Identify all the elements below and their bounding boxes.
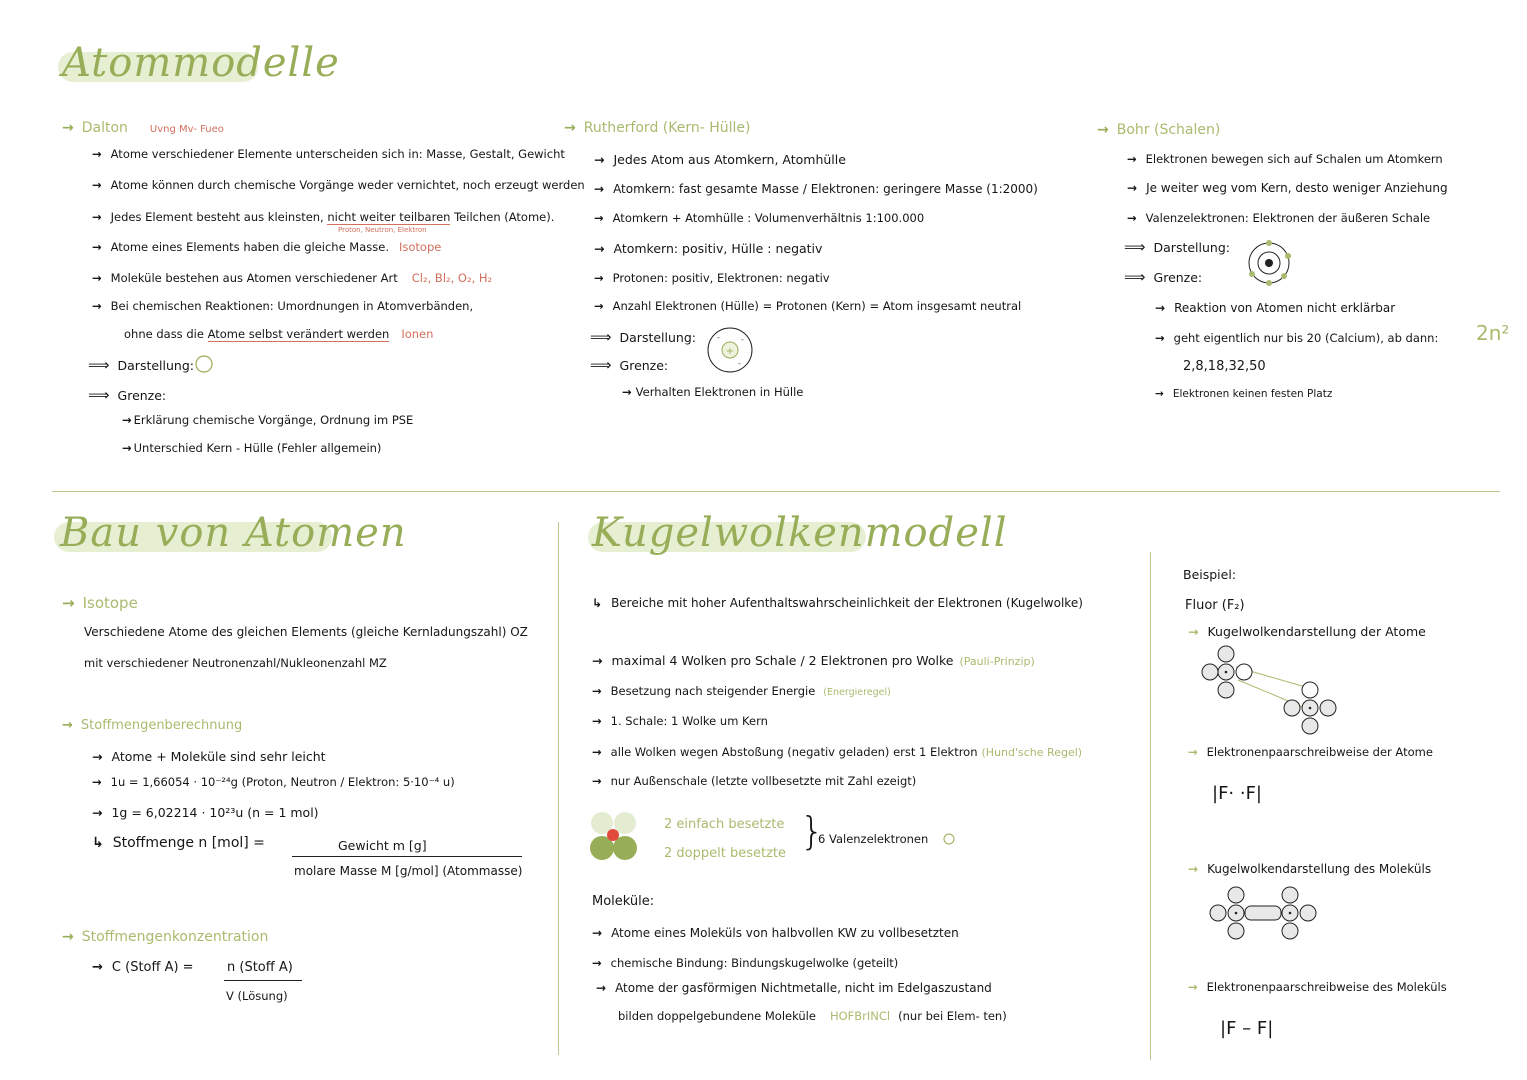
molekuele-line-3: → Atome der gasförmigen Nichtmetalle, nicht im Edelgaszustand [596, 981, 992, 995]
svg-text:-: - [741, 335, 744, 344]
dalton-line-7: ohne dass die Atome selbst verändert werden Ionen [124, 327, 434, 341]
rutherford-line-4: → Atomkern: positiv, Hülle : negativ [594, 241, 823, 256]
beispiel-line-2: → Elektronenpaarschreibweise der Atome [1188, 745, 1433, 759]
dalton-darstellung: ⟹ Darstellung: [88, 356, 194, 374]
column-divider-left [558, 522, 559, 1055]
isotope-line-1: Verschiedene Atome des gleichen Elements (gleiche Kernladungszahl) OZ [84, 625, 528, 639]
bohr-heading: → Bohr (Schalen) [1097, 122, 1221, 138]
dalton-line-6: → Bei chemischen Reaktionen: Umordnungen in Atomverbänden, [92, 299, 474, 313]
kugel-line-3: → 1. Schale: 1 Wolke um Kern [592, 714, 768, 728]
molekuele-heading: Moleküle: [592, 894, 655, 909]
beispiel-line-4: → Elektronenpaarschreibweise des Moleküls [1188, 980, 1447, 994]
title-atommodelle: Atommodelle [62, 40, 340, 86]
dalton-model-icon [194, 354, 214, 374]
konzentration-numerator: n (Stoff A) [227, 960, 293, 975]
stoffmenge-fraction-bar [292, 856, 522, 857]
svg-text:-: - [717, 333, 720, 342]
dalton-grenze-2: → Unterschied Kern - Hülle (Fehler allgemein) [122, 441, 382, 455]
beispiel-line-3: → Kugelwolkendarstellung des Moleküls [1188, 862, 1432, 876]
rutherford-line-2: → Atomkern: fast gesamte Masse / Elektronen: geringere Masse (1:2000) [594, 182, 1038, 196]
brace-icon: } [800, 809, 825, 853]
bohr-model-icon [1244, 238, 1294, 288]
beispiel-heading: Beispiel: [1183, 567, 1237, 582]
dalton-line-2: → Atome können durch chemische Vorgänge weder vernichtet, noch erzeugt werden [92, 178, 585, 192]
isotope-heading: → Isotope [62, 594, 138, 612]
dalton-line-3: → Jedes Element besteht aus kleinsten, nicht weiter teilbaren Teilchen (Atome). [92, 210, 555, 224]
konzentration-formula-label: → C (Stoff A) = [92, 960, 194, 975]
bohr-darstellung: ⟹ Darstellung: [1124, 238, 1230, 256]
molekuele-line-1: → Atome eines Moleküls von halbvollen KW zu vollbesetzten [592, 926, 959, 940]
stoffmenge-formula-denominator: molare Masse M [g/mol] (Atommasse) [294, 864, 523, 878]
elektronen-doppelt: 2 doppelt besetzte [664, 846, 786, 861]
kugel-line-2: → Besetzung nach steigender Energie (Energieregel) [592, 684, 891, 698]
stoffmenge-formula-label: ↳ Stoffmenge n [mol] = [92, 835, 265, 851]
kugel-intro: ↳ Bereiche mit hoher Aufenthaltswahrscheinlichkeit der Elektronen (Kugelwolke) [592, 596, 1083, 610]
molekuele-line-4: bilden doppelgebundene Moleküle HOFBrINCl (nur bei Elem- ten) [618, 1009, 1007, 1023]
rutherford-line-3: → Atomkern + Atomhülle : Volumenverhältnis 1:100.000 [594, 211, 925, 225]
bohr-grenze: ⟹ Grenze: [1124, 268, 1203, 286]
bohr-line-3: → Valenzelektronen: Elektronen der äußeren Schale [1127, 211, 1431, 225]
rutherford-darstellung: ⟹ Darstellung: [590, 328, 696, 346]
kugel-line-5: → nur Außenschale (letzte vollbesetzte mit Zahl ezeigt) [592, 774, 917, 788]
dalton-heading: → Dalton Uvng Mv- Fueo [62, 120, 224, 136]
bohr-grenze-2: → geht eigentlich nur bis 20 (Calcium), ab dann: [1155, 331, 1439, 345]
fluor-molecule-lewis-formula: |F – F| [1220, 1018, 1274, 1039]
fluor-molecule-kugelwolke-icon [1206, 882, 1318, 944]
stoffmenge-line-2: → 1u = 1,66054 · 10⁻²⁴g (Proton, Neutron / Elektron: 5·10⁻⁴ u) [92, 775, 455, 789]
fluor-atoms-lewis-formula: |F· ·F| [1212, 783, 1263, 804]
isotope-line-2: mit verschiedener Neutronenzahl/Nukleonenzahl MZ [84, 656, 387, 670]
valenzelektronen-count: 6 Valenzelektronen [818, 832, 929, 846]
stoffmenge-line-1: → Atome + Moleküle sind sehr leicht [92, 749, 326, 764]
konzentration-denominator: V (Lösung) [226, 989, 288, 1003]
bohr-grenze-3: 2,8,18,32,50 [1183, 359, 1266, 374]
rutherford-line-1: → Jedes Atom aus Atomkern, Atomhülle [594, 152, 846, 167]
elektronen-einfach: 2 einfach besetzte [664, 817, 785, 832]
bohr-grenze-4: → Elektronen keinen festen Platz [1155, 388, 1333, 400]
rutherford-line-5: → Protonen: positiv, Elektronen: negativ [594, 271, 830, 285]
dalton-grenze-1: → Erklärung chemische Vorgänge, Ordnung im PSE [122, 413, 414, 427]
rutherford-heading: → Rutherford (Kern- Hülle) [564, 120, 751, 136]
rutherford-grenze: ⟹ Grenze: [590, 356, 669, 374]
rutherford-line-6: → Anzahl Elektronen (Hülle) = Protonen (Kern) = Atom insgesamt neutral [594, 299, 1022, 313]
section-divider-horizontal [52, 491, 1500, 492]
beispiel-fluor: Fluor (F₂) [1185, 598, 1245, 613]
stoffmenge-heading: → Stoffmengenberechnung [62, 718, 243, 733]
bohr-grenze-1: → Reaktion von Atomen nicht erklärbar [1155, 301, 1396, 315]
stoffmenge-line-3: → 1g = 6,02214 · 10²³u (n = 1 mol) [92, 805, 319, 820]
beispiel-line-1: → Kugelwolkendarstellung der Atome [1188, 624, 1426, 639]
kugelwolke-diagram-icon [586, 806, 642, 864]
bohr-line-1: → Elektronen bewegen sich auf Schalen um Atomkern [1127, 152, 1443, 166]
dalton-grenze: ⟹ Grenze: [88, 386, 167, 404]
dalton-line-3-note: Proton, Neutron, Elektron [338, 226, 427, 234]
rutherford-model-icon [704, 326, 756, 374]
kugel-line-4: → alle Wolken wegen Abstoßung (negativ geladen) erst 1 Elektron (Hund'sche Regel) [592, 745, 1083, 759]
stoffmenge-formula-numerator: Gewicht m [g] [338, 838, 427, 853]
bohr-formula-2n2: 2n² [1476, 321, 1510, 345]
bohr-line-2: → Je weiter weg vom Kern, desto weniger Anziehung [1127, 181, 1448, 195]
fluor-atoms-kugelwolke-icon [1198, 642, 1343, 738]
column-divider-right [1150, 552, 1151, 1060]
molekuele-line-2: → chemische Bindung: Bindungskugelwolke (geteilt) [592, 956, 899, 970]
title-bau-von-atomen: Bau von Atomen [60, 510, 407, 556]
rutherford-grenze-1: → Verhalten Elektronen in Hülle [622, 385, 804, 399]
svg-text:+: + [725, 346, 735, 357]
dalton-line-5: → Moleküle bestehen aus Atomen verschiedener Art Cl₂, Bl₂, O₂, H₂ [92, 271, 493, 285]
title-kugelwolkenmodell: Kugelwolkenmodell [592, 510, 1008, 556]
konzentration-fraction-bar [224, 980, 302, 981]
konzentration-heading: → Stoffmengenkonzentration [62, 929, 269, 945]
dalton-line-1: → Atome verschiedener Elemente unterscheiden sich in: Masse, Gestalt, Gewicht [92, 147, 565, 161]
valenz-circle-icon [942, 832, 956, 846]
svg-text:-: - [738, 359, 741, 368]
dalton-line-4: → Atome eines Elements haben die gleiche Masse. Isotope [92, 240, 442, 254]
kugel-line-1: → maximal 4 Wolken pro Schale / 2 Elektronen pro Wolke (Pauli-Prinzip) [592, 653, 1035, 668]
